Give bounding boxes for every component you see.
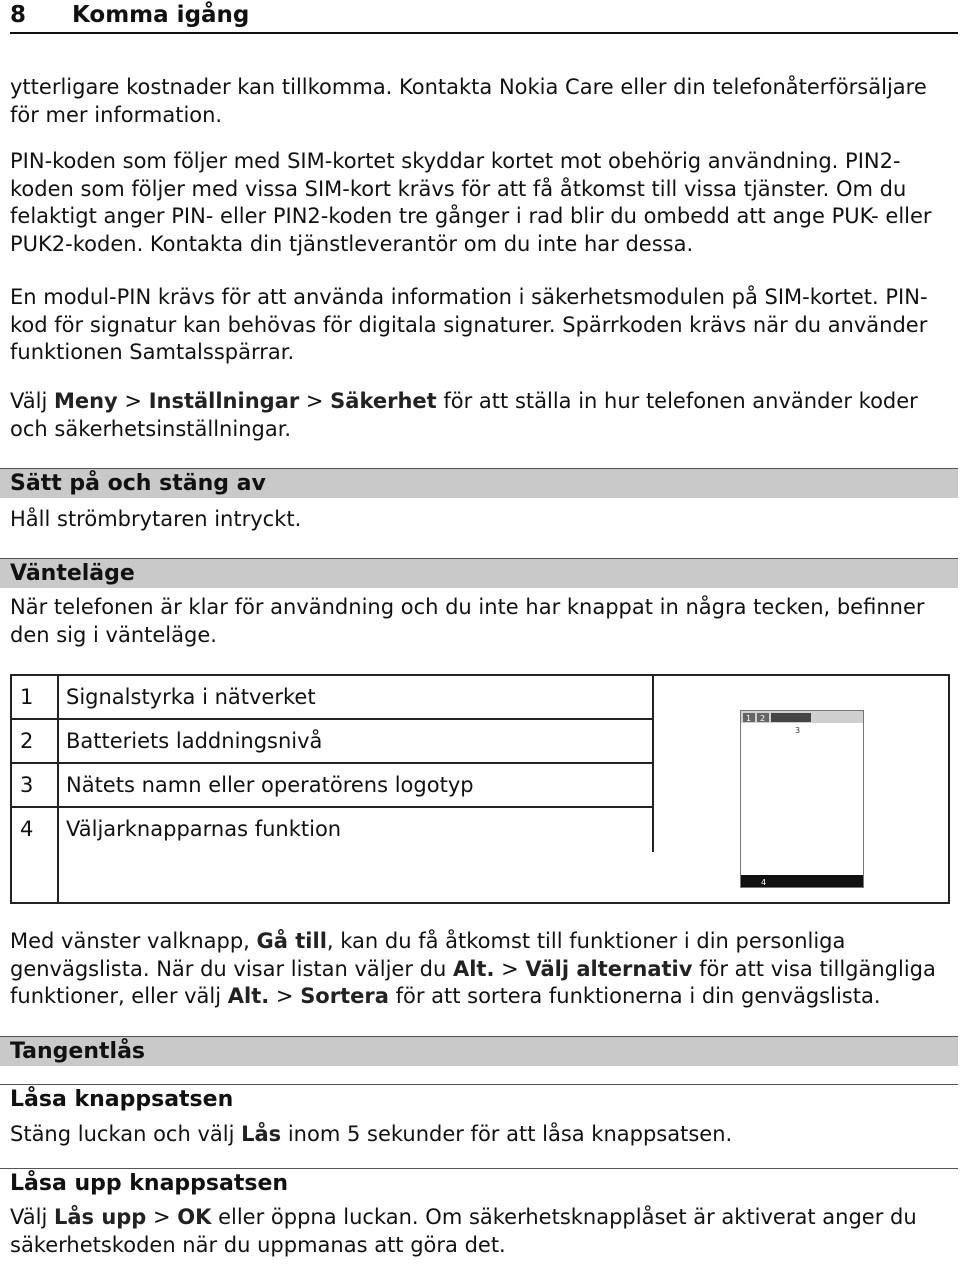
text: för att visa tillgängliga funktioner, eller välj — [10, 956, 936, 1008]
row-text: Signalstyrka i nätverket — [66, 685, 316, 709]
menu-path-sakerhet: Säkerhet — [330, 389, 437, 413]
text: Välj — [10, 1205, 54, 1229]
paragraph-shortcuts — [10, 928, 954, 1011]
standby-indicator-table — [10, 674, 950, 904]
screen-label-1: 1 — [746, 714, 752, 723]
table-row — [12, 808, 652, 852]
paragraph-pin: PIN-koden som följer med SIM-kortet skyddar kortet mot obehörig användning. PIN2-koden som följer med vissa SIM-kort krävs för att få åtkomst till vissa tjänster. Om du felaktigt anger PIN- eller PIN2-koden tre gånger i rad blir du ombedd att ange PUK- eller PUK2-koden. Kontakta din tjänstleverantör om du inte har dessa. — [10, 149, 932, 256]
screen-label-3: 3 — [795, 726, 801, 735]
power-text: Håll strömbrytaren intryckt. — [10, 507, 302, 531]
table-row — [12, 720, 652, 764]
separator: > — [146, 1205, 178, 1229]
section-heading-power: Sätt på och stäng av — [0, 468, 958, 498]
section-heading-standby: Vänteläge — [0, 558, 958, 588]
text: för att ställa in hur telefonen använder koder och säkerhetsinställningar. — [10, 389, 918, 441]
section-heading-keylock: Tangentlås — [0, 1036, 958, 1066]
text: inom 5 sekunder för att låsa knappsatsen. — [281, 1122, 733, 1146]
row-number: 1 — [20, 685, 34, 709]
paragraph-module-pin: En modul-PIN krävs för att använda information i säkerhetsmodulen på SIM-kortet. PIN-kod för signatur kan behövas för digitala signaturer. Spärrkoden krävs när du använder funktionen Samtalsspärrar. — [10, 285, 928, 364]
text: för att sortera funktionerna i din genvägslista. — [388, 984, 881, 1008]
text: Stäng luckan och välj — [10, 1122, 242, 1146]
divider — [0, 1084, 958, 1085]
softkey-ok: OK — [177, 1205, 212, 1229]
menu-path-installningar: Inställningar — [148, 389, 300, 413]
table-divider — [652, 676, 654, 852]
softkey-las-upp: Lås upp — [53, 1205, 147, 1229]
row-number: 3 — [20, 773, 34, 797]
lock-text — [10, 1121, 954, 1149]
divider — [0, 1168, 958, 1169]
separator: > — [494, 956, 526, 981]
option-sortera: Sortera — [300, 984, 389, 1008]
subheading-lock-keypad: Låsa knappsatsen — [10, 1087, 234, 1112]
table-row — [12, 764, 652, 808]
text: , kan du få åtkomst till funktioner i din personliga genvägslista. När du visar listan väljer du — [10, 929, 846, 981]
separator: > — [299, 389, 331, 413]
separator: > — [117, 389, 149, 413]
softkey-ga-till: Gå till — [256, 929, 327, 953]
row-text: Väljarknapparnas funktion — [66, 817, 342, 841]
row-text: Nätets namn eller operatörens logotyp — [66, 773, 474, 797]
row-number: 4 — [20, 817, 34, 841]
screen-label-2: 2 — [760, 714, 766, 723]
subheading-unlock-keypad: Låsa upp knappsatsen — [10, 1171, 289, 1196]
phone-screen-illustration — [740, 710, 864, 888]
page-header — [10, 0, 958, 34]
separator: > — [269, 984, 301, 1008]
row-text: Batteriets laddningsnivå — [66, 729, 323, 753]
page-number: 8 — [10, 2, 27, 28]
table-row — [12, 676, 652, 720]
row-number: 2 — [20, 729, 34, 753]
softkey-las: Lås — [241, 1122, 282, 1146]
text: Välj — [10, 389, 54, 413]
screen-label-4: 4 — [761, 878, 767, 887]
softkey-alt: Alt. — [227, 984, 270, 1008]
menu-path-meny: Meny — [53, 389, 118, 413]
chapter-title: Komma igång — [72, 2, 250, 28]
paragraph-security-menu — [10, 388, 954, 443]
paragraph-costs: ytterligare kostnader kan tillkomma. Kontakta Nokia Care eller din telefonåterförsäljare för mer information. — [10, 75, 927, 127]
text: eller öppna luckan. Om säkerhetsknapplåset är aktiverat anger du säkerhetskoden när du uppmanas att göra det. — [10, 1205, 917, 1257]
unlock-text — [10, 1204, 954, 1259]
option-valj-alternativ: Välj alternativ — [525, 956, 693, 981]
text: Med vänster valknapp, — [10, 929, 257, 953]
softkey-alt: Alt. — [452, 956, 495, 981]
standby-text: När telefonen är klar för användning och du inte har knappat in några tecken, befinner den sig i vänteläge. — [10, 595, 925, 647]
